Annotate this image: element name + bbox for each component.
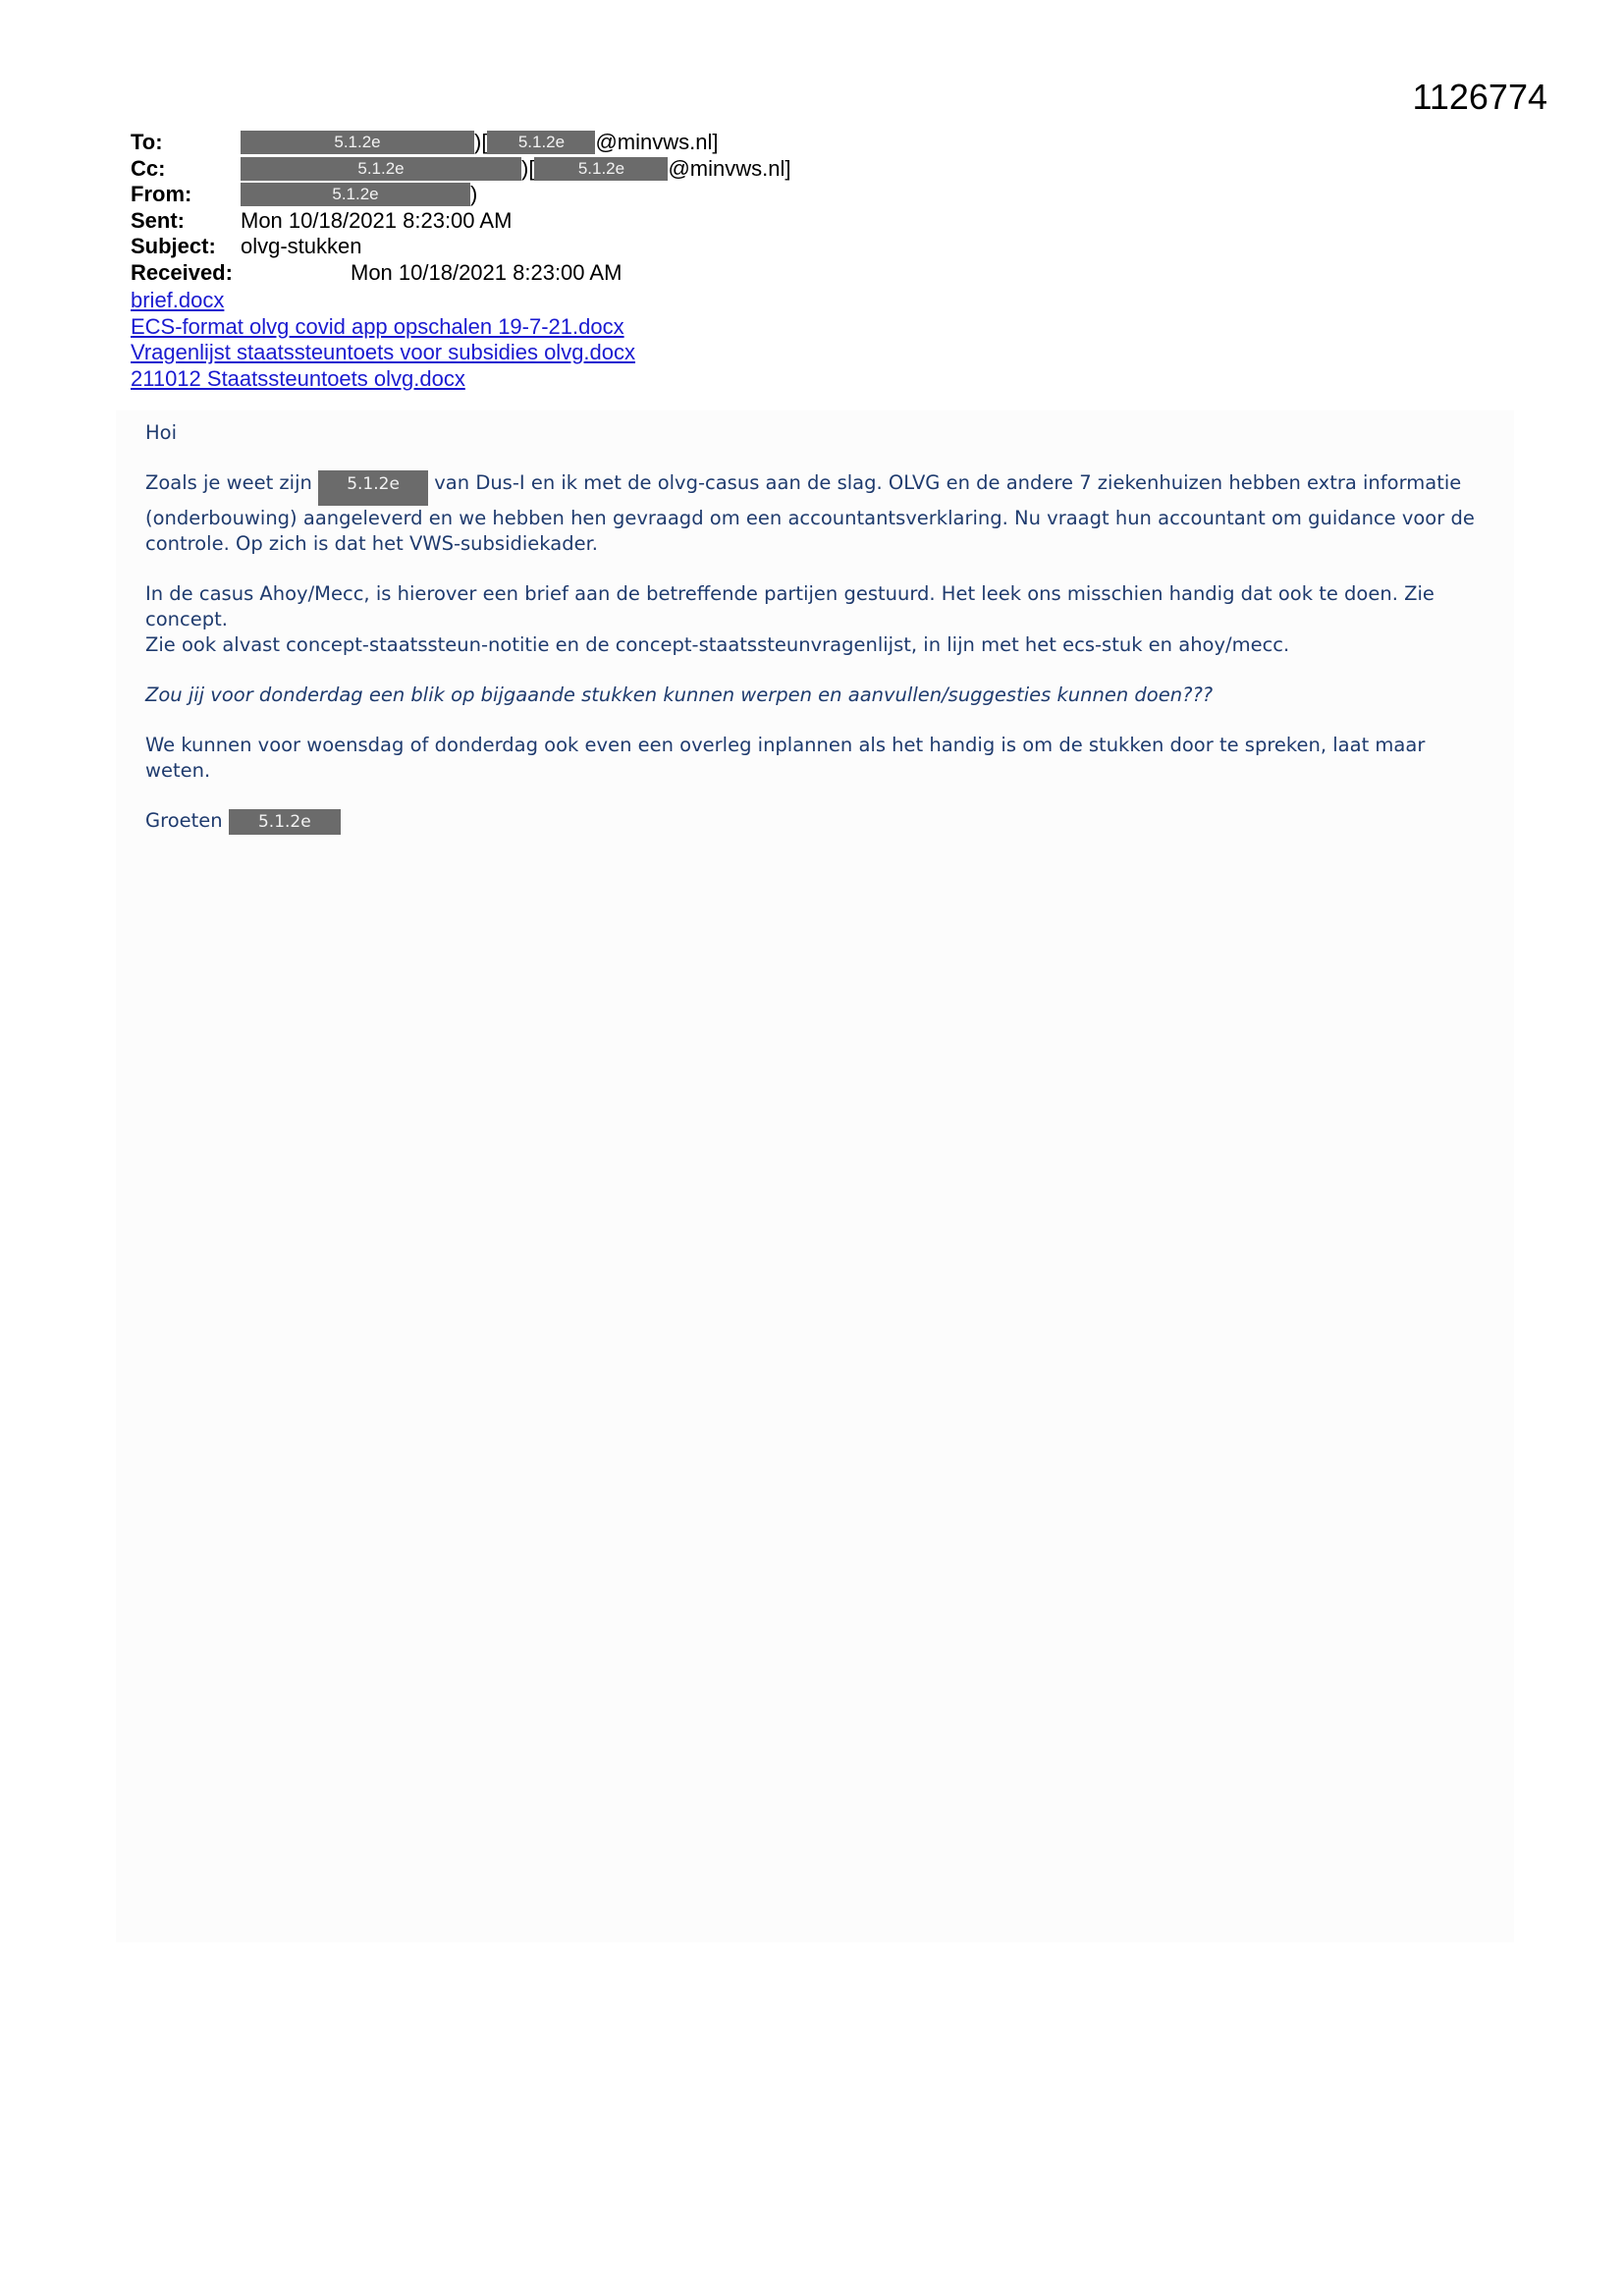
sent-row [131, 208, 790, 235]
closing-text: Groeten [145, 809, 223, 832]
from-row [131, 182, 790, 208]
sent-label: Sent: [131, 207, 185, 233]
subject-value: olvg-stukken [241, 234, 362, 258]
redaction-box: 5.1.2e [241, 157, 521, 181]
subject-row [131, 234, 790, 260]
redaction-box: 5.1.2e [229, 809, 341, 835]
paragraph-2-line-2: Zie ook alvast concept-staatssteun-notitie en de concept-staatssteunvragenlijst, in lijn met het ecs-stuk en ahoy/mecc. [145, 633, 1290, 656]
greeting: Hoi [145, 421, 178, 444]
cc-domain: @minvws.nl] [668, 155, 791, 181]
paragraph-4: We kunnen voor woensdag of donderdag ook even een overleg inplannen als het handig is om de stukken door te spreken, laat maar weten. [145, 734, 1426, 782]
attachment-link[interactable]: 211012 Staatssteuntoets olvg.docx [131, 365, 465, 391]
subject-label: Subject: [131, 234, 216, 258]
received-value: Mon 10/18/2021 8:23:00 AM [351, 259, 623, 285]
attachment-link[interactable]: brief.docx [131, 288, 225, 312]
to-separator: )[ [474, 130, 488, 154]
cc-separator: )[ [521, 155, 535, 181]
from-label: From: [131, 182, 192, 206]
redaction-box: 5.1.2e [241, 131, 474, 154]
cc-row [131, 156, 790, 183]
paragraph-1-rest: van Dus-I en ik met de olvg-casus aan de slag. OLVG en de andere 7 ziekenhuizen hebben extra informatie (onderbouwing) aangeleverd en we hebben hen gevraagd om een accountantsverklaring. Nu vraagt hun accountant om guidance voor de controle. Op zich is dat het VWS-subsidiekader. [145, 471, 1475, 555]
paragraph-1 [145, 470, 1490, 557]
closing [145, 808, 1490, 835]
received-label: Received: [131, 259, 233, 285]
sent-value: Mon 10/18/2021 8:23:00 AM [241, 207, 513, 233]
redaction-box: 5.1.2e [487, 131, 595, 154]
paragraph-2-line-1: In de casus Ahoy/Mecc, is hierover een brief aan de betreffende partijen gestuurd. Het leek ons misschien handig dat ook te doen. Zie concept. [145, 582, 1435, 630]
to-label: To: [131, 130, 163, 154]
paragraph-2 [145, 581, 1490, 658]
email-header [131, 130, 790, 286]
redaction-box: 5.1.2e [534, 157, 668, 181]
to-row [131, 130, 790, 156]
redaction-box: 5.1.2e [241, 183, 470, 206]
to-domain: @minvws.nl] [595, 130, 719, 154]
message-body [145, 420, 1490, 859]
paragraph-3: Zou jij voor donderdag een blik op bijgaande stukken kunnen werpen en aanvullen/suggesties kunnen doen??? [145, 683, 1214, 706]
attachment-list [131, 288, 635, 392]
attachment-link[interactable]: Vragenlijst staatssteuntoets voor subsidies olvg.docx [131, 340, 636, 364]
document-id: 1126774 [1412, 77, 1547, 117]
from-close: ) [470, 182, 478, 206]
attachment-link[interactable]: ECS-format olvg covid app opschalen 19-7-21.docx [131, 313, 624, 339]
received-row [131, 260, 790, 287]
cc-label: Cc: [131, 155, 166, 181]
redaction-box: 5.1.2e [318, 470, 428, 506]
paragraph-1-start: Zoals je weet zijn [145, 471, 312, 494]
